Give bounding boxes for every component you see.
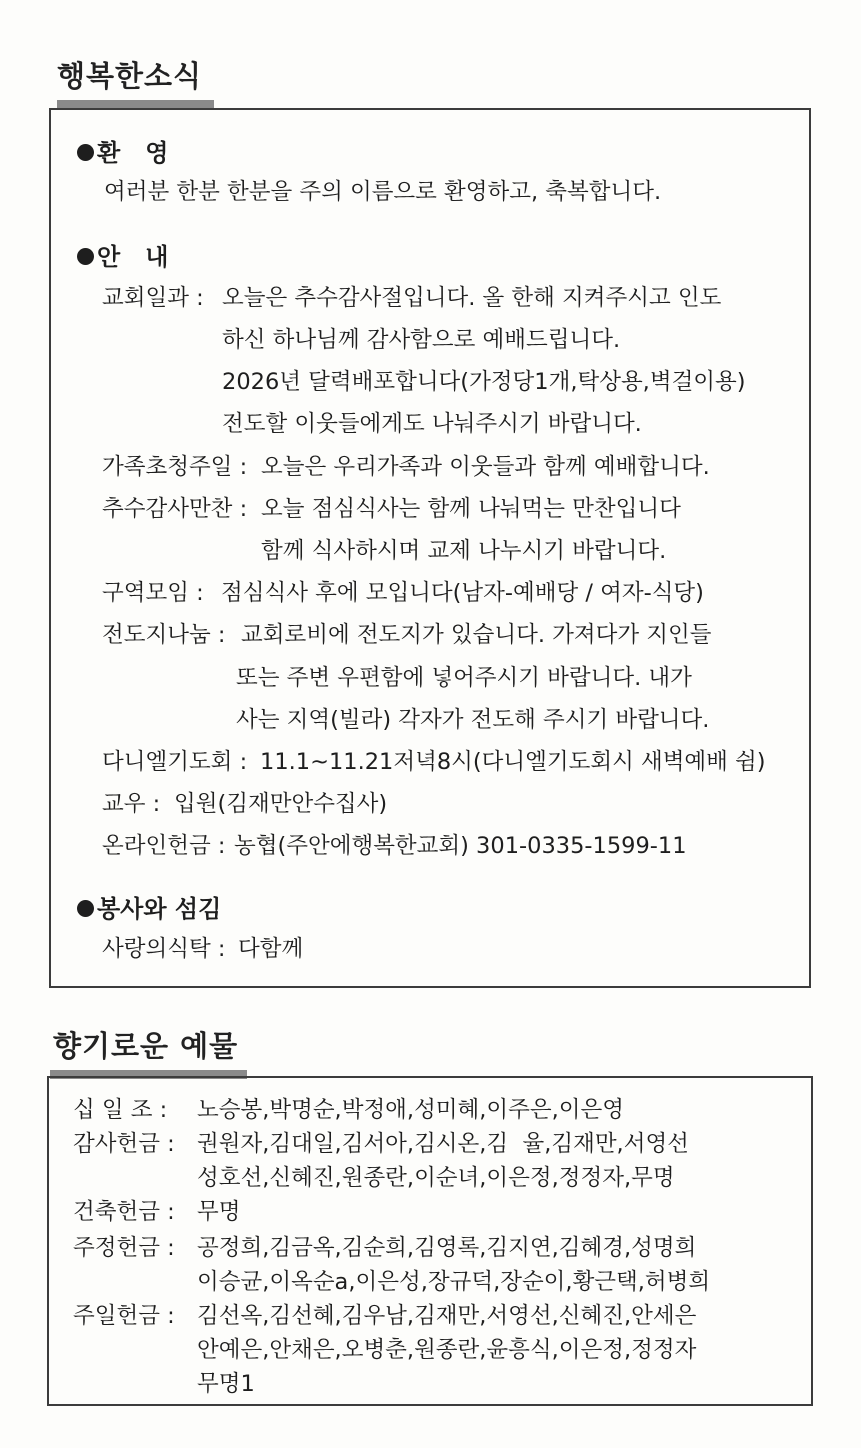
notice-item-label: 교회일과 : (102, 285, 204, 311)
notice-item-line: 사는 지역(빌라) 각자가 전도해 주시기 바랍니다. (236, 707, 710, 733)
offering-names: 안예은,안채은,오병춘,원종란,윤흥식,이은정,정정자 (197, 1337, 697, 1363)
notice-item-label: 다니엘기도회 : (102, 749, 248, 775)
bullet-icon (77, 144, 94, 161)
notice-item-line: 교회로비에 전도지가 있습니다. 가져다가 지인들 (241, 622, 712, 648)
offering-names: 이승균,이옥순a,이은성,장규덕,장순이,황근택,허병희 (197, 1269, 711, 1295)
notice-item-label: 구역모임 : (102, 580, 204, 606)
notice-item-line: 하신 하나님께 감사함으로 예배드립니다. (222, 327, 621, 353)
welcome-text: 여러분 한분 한분을 주의 이름으로 환영하고, 축복합니다. (104, 179, 662, 205)
service-heading: 봉사와 섬김 (77, 897, 221, 921)
notice-item-line: 또는 주변 우편함에 넣어주시기 바랍니다. 내가 (236, 665, 692, 691)
notice-item-label: 전도지나눔 : (102, 622, 226, 648)
notice-heading: 안 내 (77, 245, 168, 269)
offering-names: 성호선,신혜진,원종란,이순녀,이은정,정정자,무명 (197, 1165, 675, 1191)
offering-names: 무명1 (197, 1371, 255, 1397)
notice-item-line: 점심식사 후에 모입니다(남자-예배당 / 여자-식당) (221, 580, 704, 606)
offering-label: 건축헌금 : (73, 1199, 175, 1225)
notice-item-line: 오늘 점심식사는 함께 나눠먹는 만찬입니다 (261, 496, 681, 522)
offering-label: 주정헌금 : (73, 1235, 175, 1261)
offering-names: 노승봉,박명순,박정애,성미혜,이주은,이은영 (197, 1097, 624, 1123)
bullet-icon (77, 900, 94, 917)
notice-item-line: 2026년 달력배포합니다(가정당1개,탁상용,벽걸이용) (222, 369, 746, 395)
news-section-title: 행복한소식 (57, 59, 203, 93)
offering-section-title: 향기로운 예물 (53, 1029, 239, 1063)
offering-label: 주일헌금 : (73, 1303, 175, 1329)
bullet-icon (77, 248, 94, 265)
notice-item-label: 온라인헌금 : (102, 833, 226, 859)
offering-box (47, 1076, 813, 1406)
offering-label: 감사헌금 : (73, 1131, 175, 1157)
notice-item-label: 교우 : (102, 791, 161, 817)
offering-names: 김선옥,김선혜,김우남,김재만,서영선,신혜진,안세은 (197, 1303, 697, 1329)
notice-item-line: 함께 식사하시며 교제 나누시기 바랍니다. (261, 538, 667, 564)
notice-item-line: 전도할 이웃들에게도 나눠주시기 바랍니다. (222, 411, 642, 437)
service-text: 다함께 (238, 936, 304, 962)
news-box (49, 108, 811, 988)
notice-item-label: 추수감사만찬 : (102, 496, 248, 522)
welcome-heading: 환 영 (77, 141, 168, 165)
notice-item-line: 오늘은 우리가족과 이웃들과 함께 예배합니다. (261, 454, 710, 480)
notice-item-line: 입원(김재만안수집사) (174, 791, 388, 817)
offering-label: 십 일 조 : (73, 1097, 168, 1123)
offering-names: 무명 (197, 1199, 241, 1225)
notice-item-label: 가족초청주일 : (102, 454, 248, 480)
service-label: 사랑의식탁 : (102, 936, 226, 962)
notice-item-line: 11.1~11.21저녁8시(다니엘기도회시 새벽예배 쉼) (260, 749, 766, 775)
notice-item-line: 농협(주안에행복한교회) 301-0335-1599-11 (234, 833, 687, 859)
notice-item-line: 오늘은 추수감사절입니다. 올 한해 지켜주시고 인도 (222, 285, 722, 311)
offering-names: 권원자,김대일,김서아,김시온,김 율,김재만,서영선 (197, 1131, 689, 1157)
offering-names: 공정희,김금옥,김순희,김영록,김지연,김혜경,성명희 (197, 1235, 697, 1261)
